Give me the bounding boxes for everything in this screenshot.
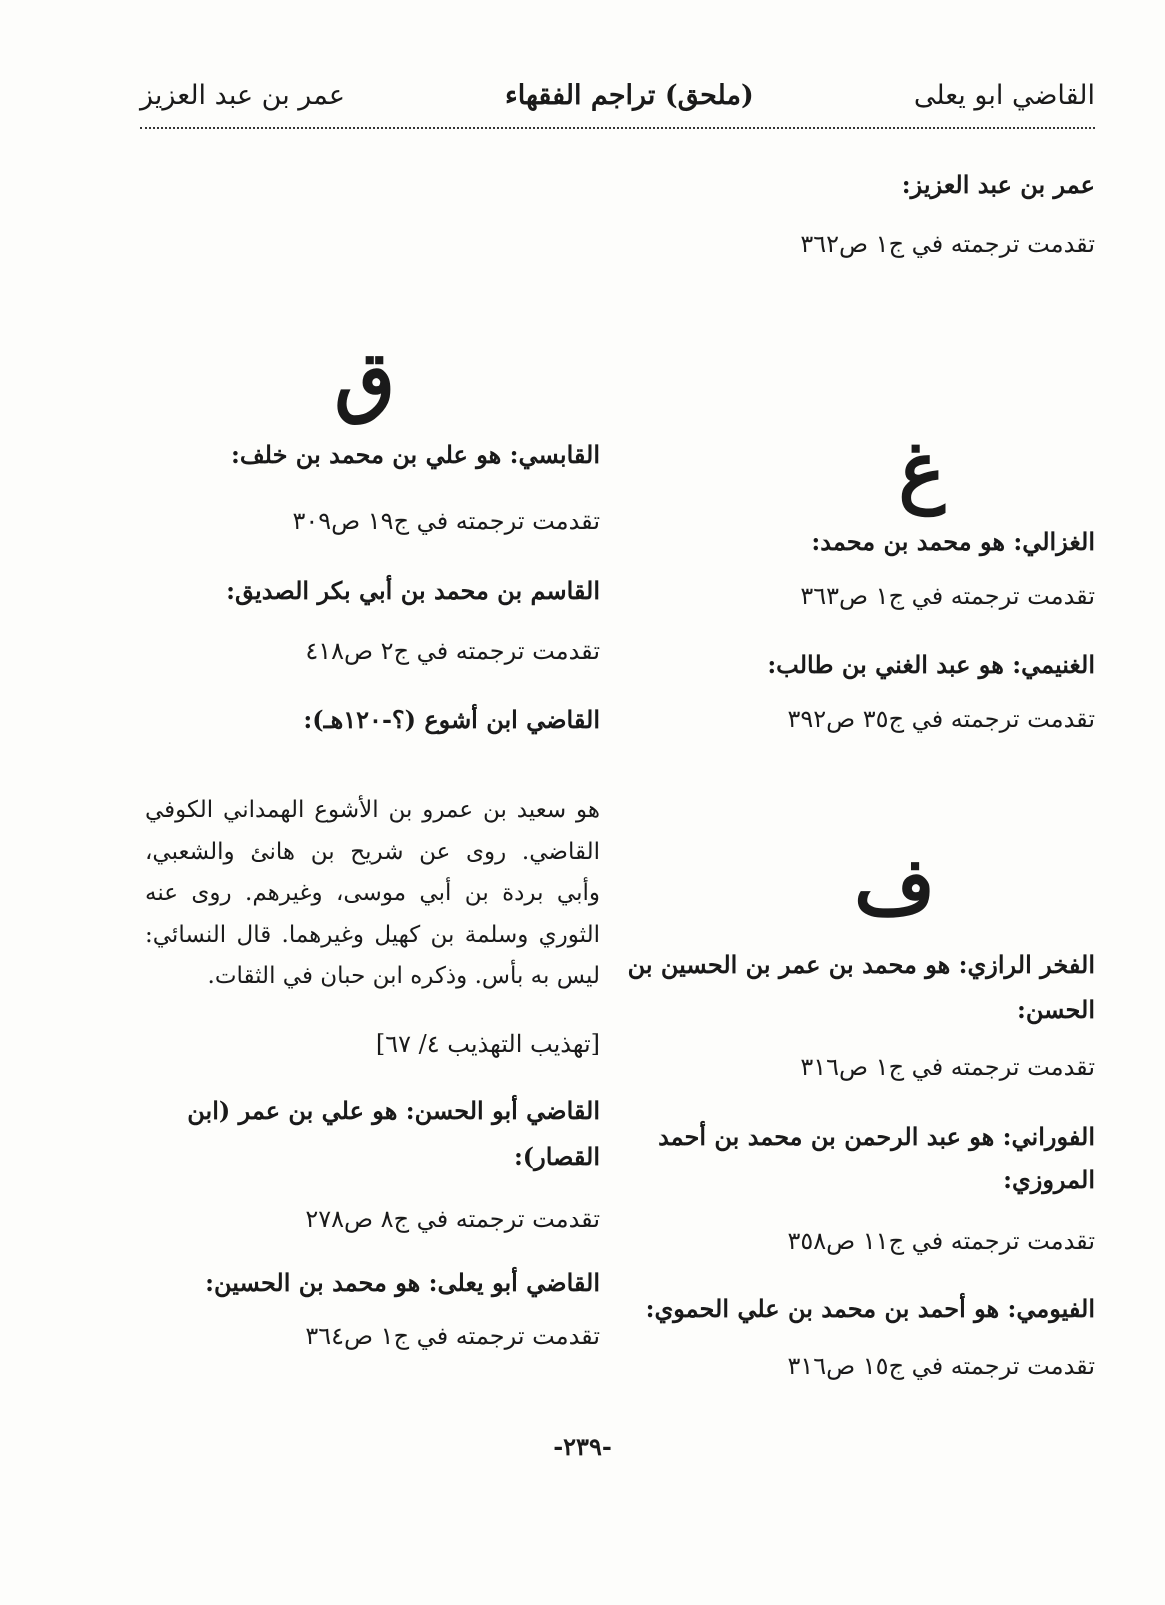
- entry-name: الفيومي: هو أحمد بن محمد بن علي الحموي:: [645, 1294, 1095, 1323]
- entry-name: الغزالي: هو محمد بن محمد:: [811, 527, 1095, 556]
- section-letter-fa: ف: [854, 841, 935, 932]
- entry-name: الحسن:: [1016, 995, 1095, 1024]
- section-letter-ghain: غ: [898, 425, 945, 516]
- entry-ref: تقدمت ترجمته في ج١ ص٣١٦: [800, 1053, 1095, 1081]
- entry-ref: تقدمت ترجمته في ج٨ ص٢٧٨: [305, 1205, 600, 1233]
- entry-name: الفوراني: هو عبد الرحمن بن محمد بن أحمد: [658, 1122, 1095, 1151]
- page-number: -٢٣٩-: [553, 1432, 612, 1461]
- entry-name: الغنيمي: هو عبد الغني بن طالب:: [767, 650, 1095, 679]
- header-divider: [140, 127, 1095, 129]
- source-citation: [تهذيب التهذيب ٤/ ٦٧]: [375, 1030, 600, 1058]
- section-letter-qaf: ق: [334, 335, 395, 426]
- entry-name: القاضي أبو يعلى: هو محمد بن الحسين:: [205, 1268, 600, 1297]
- entry-name: القاضي ابن أشوع (؟-١٢٠هـ):: [303, 705, 600, 734]
- header-center: (ملحق) تراجم الفقهاء: [505, 80, 754, 111]
- running-header: [140, 80, 1095, 120]
- biography-paragraph: هو سعيد بن عمرو بن الأشوع الهمداني الكوفي القاضي. روى عن شريح بن هانئ والشعبي، وأبي بردة بن أبي موسى، وغيرهم. روى عنه الثوري وسلمة بن كهيل وغيرهما. قال النسائي: ليس به بأس. وذكره ابن حبان في الثقات.: [145, 797, 600, 989]
- entry-name: الفخر الرازي: هو محمد بن عمر بن الحسين بن: [627, 950, 1095, 979]
- entry-name: عمر بن عبد العزيز:: [901, 170, 1095, 199]
- entry-ref: تقدمت ترجمته في ج١ ص٣٦٤: [305, 1322, 600, 1350]
- entry-ref: تقدمت ترجمته في ج١٩ ص٣٠٩: [292, 507, 600, 535]
- entry-name: القابسي: هو علي بن محمد بن خلف:: [230, 440, 600, 469]
- entry-name: القصار):: [513, 1142, 600, 1171]
- entry-ref: تقدمت ترجمته في ج٣٥ ص٣٩٢: [787, 705, 1095, 733]
- header-right: عمر بن عبد العزيز: [140, 80, 345, 111]
- header-left: القاضي ابو يعلى: [913, 80, 1095, 111]
- entry-ref: تقدمت ترجمته في ج١ ص٣٦٢: [800, 230, 1095, 258]
- entry-ref: تقدمت ترجمته في ج١١ ص٣٥٨: [787, 1227, 1095, 1255]
- entry-name: المروزي:: [1003, 1165, 1095, 1194]
- entry-name: القاسم بن محمد بن أبي بكر الصديق:: [226, 576, 600, 605]
- entry-name: القاضي أبو الحسن: هو علي بن عمر (ابن: [187, 1096, 600, 1125]
- entry-ref: تقدمت ترجمته في ج١٥ ص٣١٦: [787, 1352, 1095, 1380]
- entry-ref: تقدمت ترجمته في ج١ ص٣٦٣: [800, 582, 1095, 610]
- entry-ref: تقدمت ترجمته في ج٢ ص٤١٨: [305, 637, 600, 665]
